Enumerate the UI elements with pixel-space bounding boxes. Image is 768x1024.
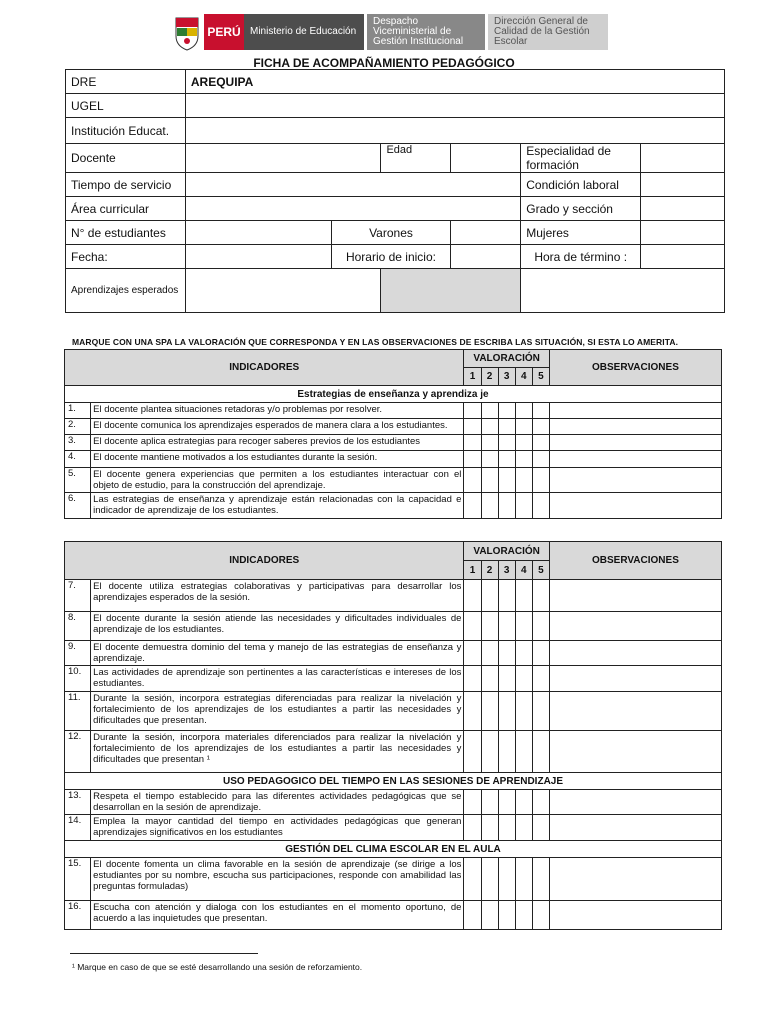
indicator-text: El docente utiliza estrategias colaborativas y participativas para desarrollar los aprendizajes esperados de la sesión. [91, 580, 464, 612]
observaciones-header: OBSERVACIONES [549, 542, 721, 580]
indicator-text: Durante la sesión, incorpora materiales diferenciados para realizar la nivelación y fortalecimiento de los aprendizajes de los estudiantes a partir las necesidades y dificultades que presentan ¹ [91, 731, 464, 773]
area-field[interactable] [185, 197, 520, 221]
rating-cell-5[interactable] [532, 858, 549, 901]
indicator-text: Respeta el tiempo establecido para las diferentes actividades pedagógicas que se desarrollan en la sesión de aprendizaje. [91, 790, 464, 815]
footnote-text: ¹ Marque en caso de que se esté desarrollando una sesión de reforzamiento. [72, 962, 363, 972]
area-label: Área curricular [66, 197, 186, 221]
rating-cell-5[interactable] [532, 901, 549, 930]
indicator-row [65, 612, 722, 641]
indicator-row [65, 641, 722, 666]
aprendizajes-field[interactable] [185, 269, 381, 313]
rating-cell-4[interactable] [515, 815, 532, 841]
indicator-row [65, 731, 722, 773]
rating-cell-2[interactable] [481, 403, 498, 419]
indicator-text: El docente aplica estrategias para recoger saberes previos de los estudiantes [91, 435, 464, 451]
indicator-text: Emplea la mayor cantidad del tiempo en actividades pedagógicas que generan aprendizajes significativos en los estudiantes [91, 815, 464, 841]
ministerio-label: Ministerio de Educación [244, 14, 364, 50]
dre-value[interactable]: AREQUIPA [185, 70, 724, 94]
rating-cell-3[interactable] [498, 468, 515, 493]
observation-cell[interactable] [549, 612, 721, 641]
scale-4: 4 [515, 561, 532, 580]
indicator-text: El docente demuestra dominio del tema y manejo de las estrategias de enseñanza y aprendizaje. [91, 641, 464, 666]
indicator-number: 12. [65, 731, 91, 773]
observation-cell[interactable] [549, 666, 721, 692]
rating-cell-1[interactable] [464, 815, 481, 841]
indicator-number: 3. [65, 435, 91, 451]
indicator-row [65, 666, 722, 692]
rating-cell-3[interactable] [498, 790, 515, 815]
rating-cell-4[interactable] [515, 612, 532, 641]
indicator-text: El docente comunica los aprendizajes esperados de manera clara a los estudiantes. [91, 419, 464, 435]
despacho-label: Despacho Viceministerial de Gestión Institucional [367, 14, 485, 50]
rating-cell-5[interactable] [532, 692, 549, 731]
observation-cell[interactable] [549, 858, 721, 901]
rating-cell-2[interactable] [481, 790, 498, 815]
fecha-field[interactable] [185, 245, 331, 269]
peru-badge: PERÚ [204, 14, 244, 50]
rating-cell-4[interactable] [515, 403, 532, 419]
indicator-number: 9. [65, 641, 91, 666]
scale-1: 1 [464, 561, 481, 580]
scale-1: 1 [464, 368, 481, 386]
rating-cell-2[interactable] [481, 493, 498, 519]
rating-cell-5[interactable] [532, 815, 549, 841]
docente-field[interactable] [185, 144, 381, 173]
indicator-number: 4. [65, 451, 91, 468]
estudiantes-field[interactable] [185, 221, 331, 245]
header-logos [172, 14, 608, 52]
rating-cell-2[interactable] [481, 692, 498, 731]
horario-label: Horario de inicio: [331, 245, 451, 269]
indicator-row [65, 419, 722, 435]
valoracion-header: VALORACIÓN [464, 542, 549, 561]
rating-cell-4[interactable] [515, 731, 532, 773]
indicators-table-2 [64, 541, 722, 930]
horario-field[interactable] [451, 245, 521, 269]
rating-cell-4[interactable] [515, 641, 532, 666]
rating-cell-3[interactable] [498, 612, 515, 641]
coat-of-arms-icon [172, 14, 204, 52]
indicator-text: El docente genera experiencias que permiten a los estudiantes interactuar con el objeto de estudio, para la construcción del aprendizaje. [91, 468, 464, 493]
rating-cell-4[interactable] [515, 580, 532, 612]
varones-field[interactable] [451, 221, 521, 245]
rating-cell-1[interactable] [464, 901, 481, 930]
section-estrategias: Estrategias de enseñanza y aprendiza je [65, 386, 722, 403]
indicator-number: 11. [65, 692, 91, 731]
valoracion-header: VALORACIÓN [464, 350, 549, 368]
ugel-label: UGEL [66, 94, 186, 118]
indicator-number: 1. [65, 403, 91, 419]
observation-cell[interactable] [549, 403, 721, 419]
scale-2: 2 [481, 368, 498, 386]
rating-cell-2[interactable] [481, 731, 498, 773]
rating-cell-2[interactable] [481, 612, 498, 641]
rating-cell-4[interactable] [515, 451, 532, 468]
rating-cell-4[interactable] [515, 901, 532, 930]
indicator-text: El docente durante la sesión atiende las necesidades y dificultades individuales de aprendizaje de los estudiantes. [91, 612, 464, 641]
observation-cell[interactable] [549, 419, 721, 435]
indicator-row [65, 403, 722, 419]
indicator-row [65, 692, 722, 731]
edad-field[interactable] [451, 144, 521, 173]
rating-cell-1[interactable] [464, 580, 481, 612]
indicator-text: Las estrategias de enseñanza y aprendizaje están relacionadas con la capacidad e indicador de aprendizaje de los estudiantes. [91, 493, 464, 519]
aprendizajes-label: Aprendizajes esperados [66, 269, 186, 313]
rating-cell-3[interactable] [498, 641, 515, 666]
indicator-row [65, 468, 722, 493]
observation-cell[interactable] [549, 641, 721, 666]
rating-cell-3[interactable] [498, 435, 515, 451]
rating-cell-4[interactable] [515, 666, 532, 692]
rating-cell-3[interactable] [498, 580, 515, 612]
especialidad-field[interactable] [641, 144, 725, 173]
indicator-text: Las actividades de aprendizaje son pertinentes a las características e intereses de los estudiantes. [91, 666, 464, 692]
scale-5: 5 [532, 368, 549, 386]
rating-cell-1[interactable] [464, 419, 481, 435]
rating-cell-5[interactable] [532, 451, 549, 468]
info-table [65, 69, 725, 313]
observation-cell[interactable] [549, 692, 721, 731]
rating-cell-3[interactable] [498, 901, 515, 930]
rating-cell-2[interactable] [481, 419, 498, 435]
rating-cell-5[interactable] [532, 468, 549, 493]
rating-cell-1[interactable] [464, 493, 481, 519]
indicator-text: Escucha con atención y dialoga con los estudiantes en el momento oportuno, de acuerdo a las inquietudes que presentan. [91, 901, 464, 930]
condicion-field[interactable] [641, 173, 725, 197]
indicator-number: 15. [65, 858, 91, 901]
scale-2: 2 [481, 561, 498, 580]
rating-cell-5[interactable] [532, 419, 549, 435]
rating-cell-2[interactable] [481, 641, 498, 666]
observation-cell[interactable] [549, 731, 721, 773]
rating-cell-4[interactable] [515, 692, 532, 731]
rating-cell-2[interactable] [481, 435, 498, 451]
rating-cell-5[interactable] [532, 641, 549, 666]
rating-cell-1[interactable] [464, 451, 481, 468]
indicator-number: 2. [65, 419, 91, 435]
institucion-field[interactable] [185, 118, 724, 144]
indicator-row [65, 493, 722, 519]
indicator-row [65, 790, 722, 815]
indicator-number: 10. [65, 666, 91, 692]
rating-cell-1[interactable] [464, 790, 481, 815]
observation-cell[interactable] [549, 435, 721, 451]
rating-cell-1[interactable] [464, 731, 481, 773]
rating-cell-4[interactable] [515, 419, 532, 435]
rating-cell-5[interactable] [532, 493, 549, 519]
rating-cell-4[interactable] [515, 468, 532, 493]
rating-cell-2[interactable] [481, 666, 498, 692]
observation-cell[interactable] [549, 580, 721, 612]
scale-3: 3 [498, 368, 515, 386]
termino-field[interactable] [641, 245, 725, 269]
rating-cell-1[interactable] [464, 468, 481, 493]
indicadores-header: INDICADORES [65, 350, 464, 386]
rating-cell-1[interactable] [464, 692, 481, 731]
indicator-row [65, 451, 722, 468]
indicator-number: 8. [65, 612, 91, 641]
observation-cell[interactable] [549, 790, 721, 815]
rating-cell-1[interactable] [464, 641, 481, 666]
rating-cell-4[interactable] [515, 493, 532, 519]
rating-cell-2[interactable] [481, 901, 498, 930]
indicator-number: 14. [65, 815, 91, 841]
rating-cell-3[interactable] [498, 815, 515, 841]
rating-cell-1[interactable] [464, 858, 481, 901]
scale-4: 4 [515, 368, 532, 386]
rating-cell-5[interactable] [532, 435, 549, 451]
observation-cell[interactable] [549, 901, 721, 930]
indicator-number: 13. [65, 790, 91, 815]
rating-cell-3[interactable] [498, 858, 515, 901]
grado-label: Grado y sección [521, 197, 641, 221]
rating-cell-2[interactable] [481, 451, 498, 468]
mujeres-label: Mujeres [521, 221, 641, 245]
tiempo-label: Tiempo de servicio [66, 173, 186, 197]
dre-label: DRE [66, 70, 186, 94]
rating-cell-3[interactable] [498, 731, 515, 773]
observation-cell[interactable] [549, 815, 721, 841]
indicator-number: 6. [65, 493, 91, 519]
observation-cell[interactable] [549, 493, 721, 519]
scale-5: 5 [532, 561, 549, 580]
rating-cell-5[interactable] [532, 666, 549, 692]
indicator-text: Durante la sesión, incorpora estrategias diferenciadas para realizar la nivelación y fortalecimiento de los aprendizajes de los estudiantes a partir las necesidades y dificultades que presentan. [91, 692, 464, 731]
direccion-label: Dirección General de Calidad de la Gestión Escolar [488, 14, 608, 50]
estudiantes-label: N° de estudiantes [66, 221, 186, 245]
grado-field[interactable] [641, 197, 725, 221]
especialidad-label: Especialidad de formación [521, 144, 641, 173]
section-uso-tiempo: USO PEDAGOGICO DEL TIEMPO EN LAS SESIONES DE APRENDIZAJE [65, 773, 722, 790]
rating-cell-1[interactable] [464, 666, 481, 692]
observation-cell[interactable] [549, 468, 721, 493]
indicator-text: El docente fomenta un clima favorable en la sesión de aprendizaje (se dirige a los estudiantes por su nombre, escucha sus participaciones, responde con amabilidad las preguntas formuladas) [91, 858, 464, 901]
varones-label: Varones [331, 221, 451, 245]
rating-cell-3[interactable] [498, 493, 515, 519]
indicator-number: 7. [65, 580, 91, 612]
rating-cell-1[interactable] [464, 403, 481, 419]
form-title: FICHA DE ACOMPAÑAMIENTO PEDAGÓGICO [253, 56, 515, 70]
rating-cell-2[interactable] [481, 858, 498, 901]
observation-cell[interactable] [549, 451, 721, 468]
indicator-row [65, 901, 722, 930]
footnote-divider [70, 953, 258, 954]
tiempo-field[interactable] [185, 173, 520, 197]
condicion-label: Condición laboral [521, 173, 641, 197]
indicadores-header: INDICADORES [65, 542, 464, 580]
rating-cell-1[interactable] [464, 612, 481, 641]
rating-cell-3[interactable] [498, 666, 515, 692]
indicator-row [65, 435, 722, 451]
rating-cell-3[interactable] [498, 692, 515, 731]
scale-3: 3 [498, 561, 515, 580]
rating-cell-3[interactable] [498, 419, 515, 435]
rating-cell-5[interactable] [532, 731, 549, 773]
rating-cell-5[interactable] [532, 790, 549, 815]
indicator-row [65, 815, 722, 841]
indicators-table-1 [64, 349, 722, 519]
rating-cell-4[interactable] [515, 435, 532, 451]
institucion-label: Institución Educat. [66, 118, 186, 144]
indicator-row [65, 580, 722, 612]
rating-cell-5[interactable] [532, 612, 549, 641]
rating-cell-5[interactable] [532, 580, 549, 612]
aprendizajes-field-2[interactable] [521, 269, 725, 313]
indicator-text: El docente mantiene motivados a los estudiantes durante la sesión. [91, 451, 464, 468]
instruction-text: MARQUE CON UNA SPA LA VALORACIÓN QUE CORRESPONDA Y EN LAS OBSERVACIONES DE ESCRIBA LAS SITUACIÓN, SI ESTA LO AMERITA. [72, 337, 679, 347]
rating-cell-4[interactable] [515, 858, 532, 901]
indicator-number: 5. [65, 468, 91, 493]
rating-cell-3[interactable] [498, 403, 515, 419]
rating-cell-3[interactable] [498, 451, 515, 468]
ugel-field[interactable] [185, 94, 724, 118]
rating-cell-2[interactable] [481, 580, 498, 612]
indicator-number: 16. [65, 901, 91, 930]
indicator-text: El docente plantea situaciones retadoras y/o problemas por resolver. [91, 403, 464, 419]
rating-cell-2[interactable] [481, 815, 498, 841]
termino-label: Hora de término : [521, 245, 641, 269]
observaciones-header: OBSERVACIONES [549, 350, 721, 386]
rating-cell-1[interactable] [464, 435, 481, 451]
edad-label: Edad [381, 144, 451, 173]
rating-cell-2[interactable] [481, 468, 498, 493]
fecha-label: Fecha: [66, 245, 186, 269]
indicator-row [65, 858, 722, 901]
rating-cell-4[interactable] [515, 790, 532, 815]
rating-cell-5[interactable] [532, 403, 549, 419]
docente-label: Docente [66, 144, 186, 173]
mujeres-field[interactable] [641, 221, 725, 245]
aprendizajes-shaded-cell [381, 269, 521, 313]
section-clima-escolar: GESTIÓN DEL CLIMA ESCOLAR EN EL AULA [65, 841, 722, 858]
